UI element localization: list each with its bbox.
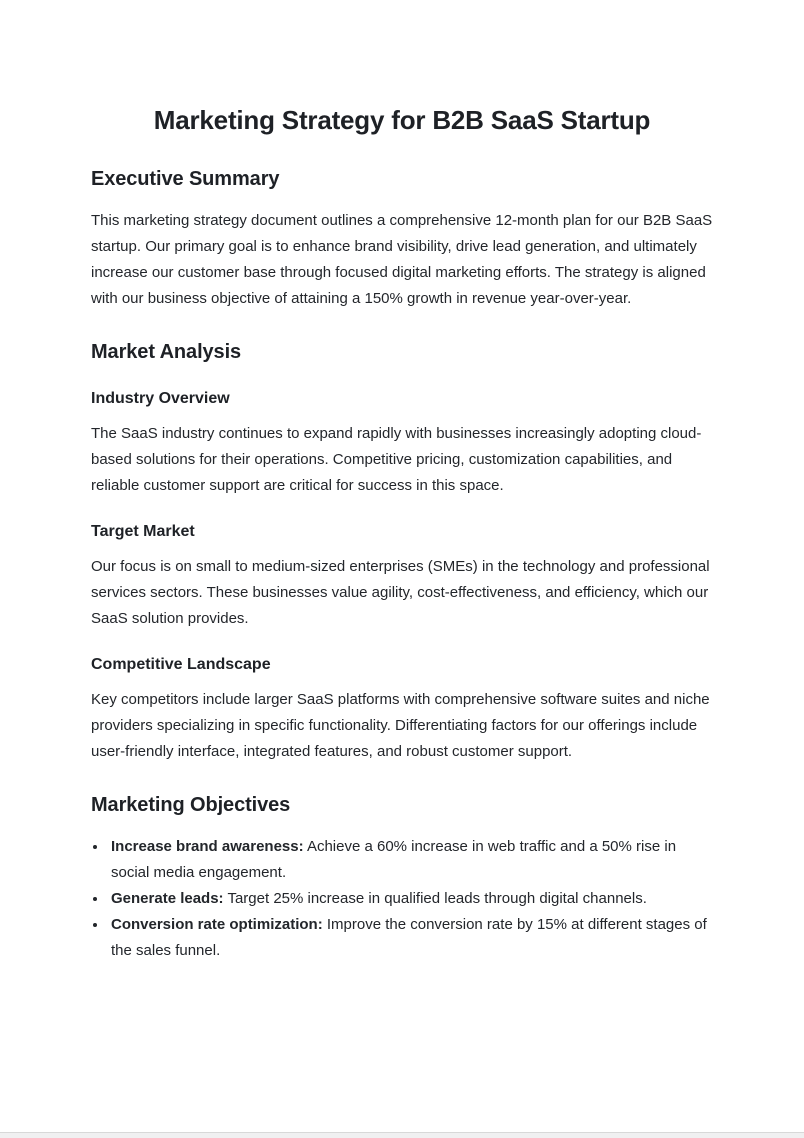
objective-item-conversion-rate <box>108 912 713 964</box>
heading-executive-summary: Executive Summary <box>91 168 280 190</box>
objective-text: Target 25% increase in qualified leads through digital channels. <box>223 890 647 907</box>
objective-label: Conversion rate optimization: <box>111 916 323 933</box>
target-market-paragraph: Our focus is on small to medium-sized enterprises (SMEs) in the technology and professional services sectors. These businesses value agility, cost-effectiveness, and efficiency, which our SaaS solution provides. <box>91 558 710 627</box>
subheading-target-market: Target Market <box>91 523 195 540</box>
objective-text: Improve the conversion rate by 15% at different stages of the sales funnel. <box>111 916 707 959</box>
objective-label: Increase brand awareness: <box>111 838 304 855</box>
heading-marketing-objectives: Marketing Objectives <box>91 794 291 816</box>
objective-label: Generate leads: <box>111 890 224 907</box>
industry-overview-paragraph: The SaaS industry continues to expand rapidly with businesses increasingly adopting cloud-based solutions for their operations. Competitive pricing, customization capabilities, and reliable customer support are critical for success in this space. <box>91 425 702 494</box>
objective-item-brand-awareness <box>108 834 713 886</box>
objective-item-generate-leads <box>108 886 713 912</box>
document-title: Marketing Strategy for B2B SaaS Startup <box>153 105 651 135</box>
executive-summary-paragraph: This marketing strategy document outlines a comprehensive 12-month plan for our B2B SaaS startup. Our primary goal is to enhance brand visibility, drive lead generation, and ultimately increase our customer base through focused digital marketing efforts. The strategy is aligned with our business objective of attaining a 150% growth in revenue year-over-year. <box>91 212 713 307</box>
subheading-industry-overview: Industry Overview <box>91 390 230 407</box>
heading-market-analysis: Market Analysis <box>91 341 242 363</box>
subheading-competitive-landscape: Competitive Landscape <box>91 656 271 673</box>
objective-text: Achieve a 60% increase in web traffic and a 50% rise in social media engagement. <box>111 838 677 881</box>
competitive-landscape-paragraph: Key competitors include larger SaaS platforms with comprehensive software suites and niche providers specializing in specific functionality. Differentiating factors for our offerings include user-friendly interface, integrated features, and robust customer support. <box>91 691 710 760</box>
objectives-list <box>91 834 713 964</box>
page-bottom-strip <box>0 1133 804 1137</box>
